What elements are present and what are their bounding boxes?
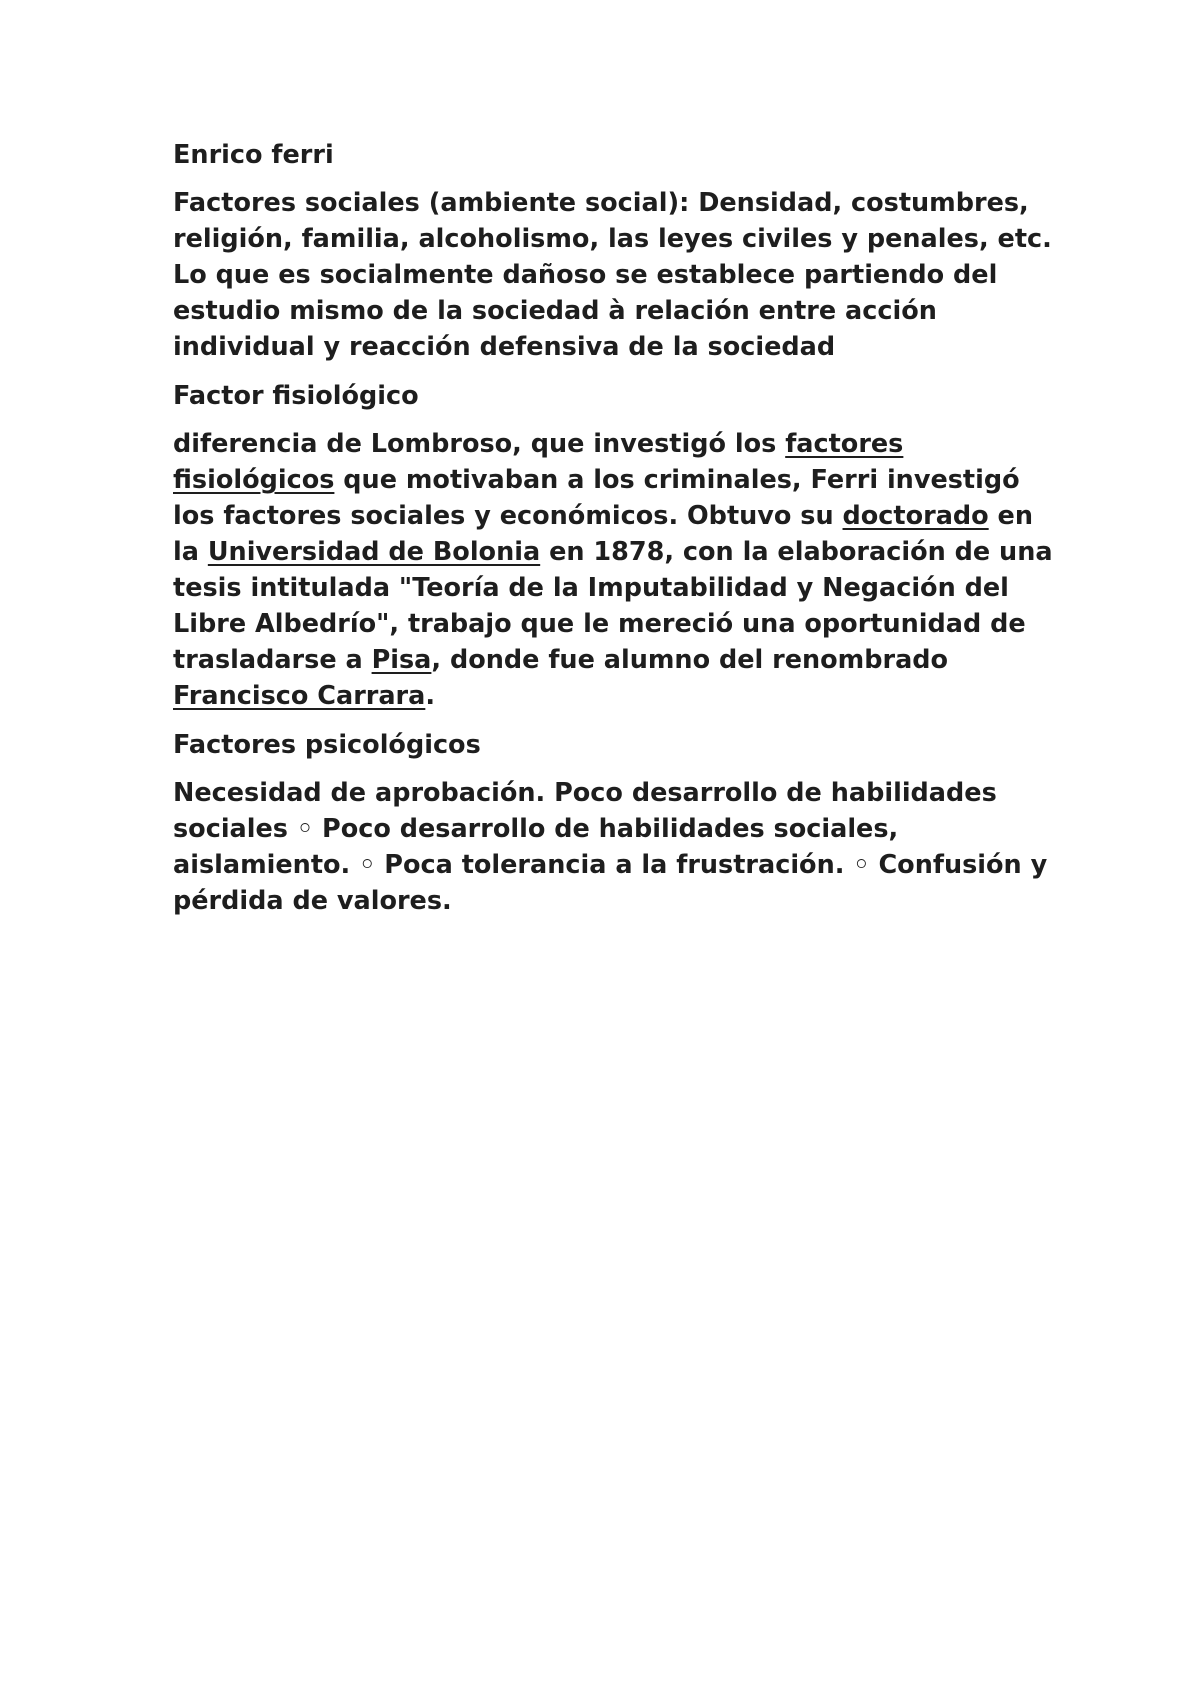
document-title: Enrico ferri [173,140,334,170]
physiological-factor-paragraph [173,426,1053,714]
paragraph-text: , donde fue alumno del renombrado [431,645,949,675]
paragraph-text: diferencia de Lombroso, que investigó los [173,429,786,459]
paragraph-text: que motivaban a los criminales, Ferri investigó los factores sociales y económicos. Obtuvo su [173,465,1020,531]
psychological-factors-heading: Factores psicológicos [173,730,481,760]
francisco-carrara-link[interactable]: Francisco Carrara [173,681,426,711]
factores-fisiologicos-link[interactable]: factores fisiológicos [173,429,904,495]
paragraph-text: . [425,681,436,711]
physiological-factor-heading: Factor fisiológico [173,381,419,411]
document-page [173,137,1053,932]
social-factors-paragraph: Factores sociales (ambiente social): Densidad, costumbres, religión, familia, alcoholismo, las leyes civiles y penales, etc. Lo que es socialmente dañoso se establece partiendo del estudio mismo de la sociedad à relación entre acción individual y reacción defensiva de la sociedad [173,188,1052,362]
pisa-link[interactable]: Pisa [371,645,432,675]
psychological-factors-paragraph: Necesidad de aprobación. Poco desarrollo de habilidades sociales ◦ Poco desarrollo de habilidades sociales, aislamiento. ◦ Poca tolerancia a la frustración. ◦ Confusión y pérdida de valores. [173,778,1048,916]
universidad-de-bolonia-link[interactable]: Universidad de Bolonia [207,537,541,567]
doctorado-link[interactable]: doctorado [842,501,989,531]
paragraph-text: en la [173,501,1033,567]
paragraph-text: en 1878, con la elaboración de una tesis intitulada "Teoría de la Imputabilidad y Negación del Libre Albedrío", trabajo que le mereció una oportunidad de trasladarse a [173,537,1053,675]
